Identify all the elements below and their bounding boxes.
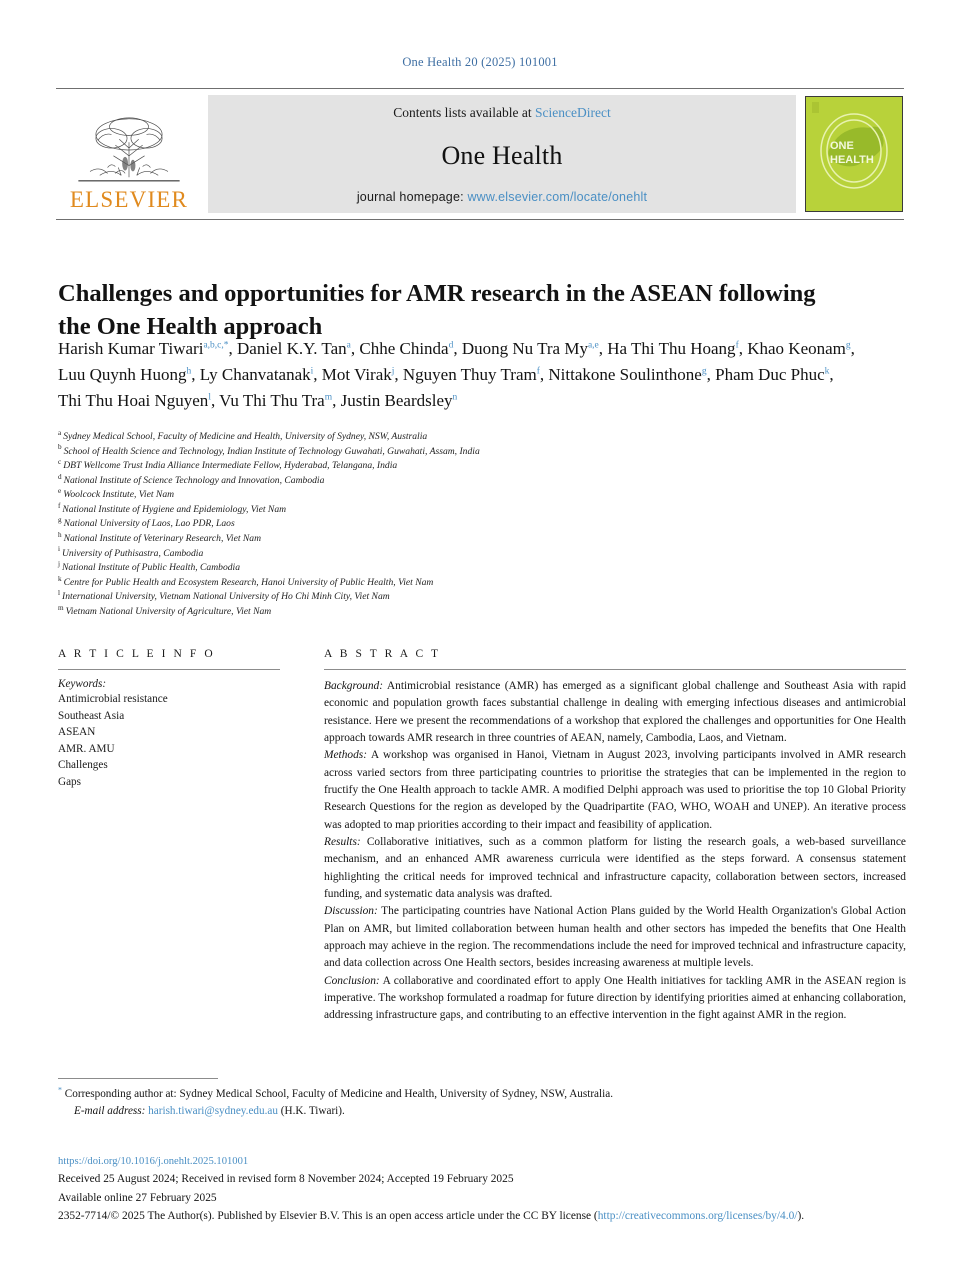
cc-license-link[interactable]: http://creativecommons.org/licenses/by/4.0/	[597, 1210, 798, 1223]
available-online-line: Available online 27 February 2025	[58, 1191, 217, 1204]
abstract-section	[324, 747, 906, 834]
email-label: E-mail address:	[74, 1105, 146, 1118]
affiliation-marker: f	[58, 501, 61, 510]
svg-text:ONE: ONE	[830, 140, 854, 152]
affiliation-text: National University of Laos, Lao PDR, Laos	[63, 518, 235, 530]
article-info-heading: A R T I C L E I N F O	[58, 648, 216, 660]
author-name: Mot Virak	[321, 364, 392, 384]
affiliation-row	[58, 561, 698, 576]
abstract-heading: A B S T R A C T	[324, 648, 441, 660]
keyword-item: Southeast Asia	[58, 709, 125, 722]
author-affiliation-marker: g	[845, 340, 851, 351]
author-affiliation-marker: f	[536, 366, 540, 377]
author-name: Nguyen Thuy Tram	[402, 364, 537, 384]
email-link[interactable]: harish.tiwari@sydney.edu.au	[148, 1105, 278, 1118]
author-entry	[322, 365, 395, 384]
author-entry	[359, 339, 453, 358]
affiliation-list	[58, 430, 698, 620]
affiliation-text: International University, Vietnam National University of Ho Chi Minh City, Viet Nam	[62, 591, 390, 603]
abstract-column	[324, 648, 906, 1025]
affiliation-marker: j	[58, 560, 60, 569]
affiliation-marker: c	[58, 457, 62, 466]
elsevier-tree-icon	[70, 113, 188, 187]
abstract-section	[324, 973, 906, 1025]
abstract-section-text: The participating countries have National Action Plans guided by the World Health Organization's Global Action Plan on AMR, but limited collaboration between human health and other sectors has impeded the benefits that One Health approach may achieve in the region. The recommendations include the need for improved technical and infrastructure capacity, and data collection across One Health sectors, besides increasing awareness at multiple levels.	[324, 905, 906, 970]
affiliation-text: Centre for Public Health and Ecosystem Research, Hanoi University of Public Health, Viet Nam	[63, 576, 434, 588]
journal-cover-block	[804, 95, 904, 213]
doi-link[interactable]: https://doi.org/10.1016/j.onehlt.2025.101001	[58, 1156, 249, 1167]
author-affiliation-marker: n	[452, 392, 458, 402]
author-name: Chhe Chinda	[359, 339, 449, 358]
author-name: Pham Duc Phuc	[715, 364, 825, 384]
affiliation-marker: i	[58, 545, 60, 554]
email-suffix: (H.K. Tiwari).	[277, 1105, 345, 1118]
author-entry	[58, 391, 211, 410]
abstract-section-label: Conclusion:	[324, 974, 380, 987]
affiliation-row	[58, 605, 698, 620]
affiliation-row	[58, 532, 698, 547]
author-affiliation-marker: f	[735, 340, 739, 351]
journal-homepage-link[interactable]: www.elsevier.com/locate/onehlt	[467, 190, 648, 204]
page-title: Challenges and opportunities for AMR research in the ASEAN following the One Health approach	[58, 280, 816, 340]
abstract-section-label: Methods:	[324, 749, 368, 762]
affiliation-row	[58, 430, 698, 445]
received-line: Received 25 August 2024; Received in revised form 8 November 2024; Accepted 19 February 2025	[58, 1173, 514, 1186]
affiliation-text: National Institute of Science Technology and Innovation, Cambodia	[63, 474, 325, 486]
affiliation-row	[58, 590, 698, 605]
abstract-section-text: A collaborative and coordinated effort to apply One Health initiatives for tackling AMR in the ASEAN region is imperative. The workshop formulated a roadmap for future direction by identifying priorities aimed at enhancing collaboration, addressing infrastructure gaps, and contributing to an effective intervention in the fight against AMR in the region.	[324, 974, 906, 1022]
affiliation-row	[58, 503, 698, 518]
contents-available-line	[393, 105, 610, 121]
corresponding-author-note	[58, 1086, 918, 1121]
author-entry	[237, 339, 351, 358]
affiliation-text: Woolcock Institute, Viet Nam	[63, 489, 175, 501]
author-name: Ly Chanvatanak	[199, 364, 311, 384]
sciencedirect-link[interactable]: ScienceDirect	[535, 105, 611, 120]
publication-footer	[58, 1152, 918, 1226]
author-name: Harish Kumar Tiwari	[58, 339, 204, 358]
keywords-label: Keywords:	[58, 678, 107, 690]
doi-line	[58, 1152, 918, 1170]
copyright-post: ).	[797, 1210, 805, 1223]
affiliation-marker: k	[58, 574, 62, 583]
email-line	[58, 1103, 918, 1120]
author-name: Luu Quynh Huong	[58, 364, 187, 384]
abstract-section-text: Antimicrobial resistance (AMR) has emerged as a significant global challenge and Southeast Asia with rapid economic and population growth faces substantial challenge in dealing with emerging infectious diseases and antimicrobial resistance. Here we present the recommendations of a workshop that explored the challenges and opportunities for One Health approach towards AMR research in three countries of AEAN, namely, Cambodia, Laos, and Vietnam.	[324, 680, 906, 744]
affiliation-row	[58, 488, 698, 503]
abstract-section-text: A workshop was organised in Hanoi, Vietnam in August 2023, involving participants involved in AMR research across varied sectors from three participating countries to prioritise the strategies that can be implemented in the region to fructify the One Health approach to tackle AMR. A modified Delphi approach was used to prioritise the top 10 Global Priority Research Questions for the region as developed by the Quadripartite (FAO, WHO, WOAH and UNEP). An iterative process was adopted to map priorities according to their impact and feasibility of application.	[324, 749, 906, 831]
affiliation-text: National Institute of Hygiene and Epidemiology, Viet Nam	[62, 503, 287, 515]
copyright-pre: 2352-7714/© 2025 The Author(s). Published by Elsevier B.V. This is an open access article under the CC BY license (	[58, 1210, 598, 1223]
affiliation-marker: h	[58, 530, 62, 539]
abstract-section	[324, 903, 906, 972]
affiliation-marker: e	[58, 487, 62, 496]
author-entry	[341, 391, 458, 410]
author-name: Nittakone Soulinthone	[548, 364, 702, 384]
affiliation-row	[58, 459, 698, 474]
svg-text:HEALTH: HEALTH	[830, 154, 874, 166]
journal-title: One Health	[441, 140, 563, 170]
abstract-section-label: Background:	[324, 680, 384, 692]
keyword-item: Gaps	[58, 775, 81, 788]
affiliation-marker: b	[58, 443, 62, 452]
footnote-separator	[58, 1078, 218, 1079]
affiliation-row	[58, 445, 698, 460]
article-info-column	[58, 648, 280, 1025]
journal-masthead	[56, 88, 904, 220]
author-entry	[607, 339, 738, 358]
author-affiliation-marker: l	[208, 392, 211, 402]
abstract-section-label: Discussion:	[324, 905, 378, 918]
author-entry	[715, 365, 829, 384]
affiliation-text: National Institute of Veterinary Research, Viet Nam	[63, 533, 262, 545]
abstract-rule	[324, 669, 906, 670]
affiliation-text: University of Puthisastra, Cambodia	[62, 547, 204, 559]
author-affiliation-marker: h	[186, 366, 192, 377]
author-entry	[200, 365, 314, 384]
author-entry	[747, 339, 850, 358]
author-affiliation-marker: m	[324, 392, 333, 402]
author-entry	[58, 339, 229, 358]
affiliation-text: Vietnam National University of Agriculture, Viet Nam	[65, 605, 272, 617]
author-entry	[462, 339, 599, 358]
affiliation-row	[58, 547, 698, 562]
author-name: Thi Thu Hoai Nguyen	[58, 390, 209, 410]
affiliation-marker: a	[58, 428, 62, 437]
author-name: Khao Keonam	[747, 339, 846, 358]
author-affiliation-marker: k	[824, 366, 830, 377]
keyword-item: ASEAN	[58, 726, 96, 739]
copyright-line	[58, 1207, 918, 1225]
journal-homepage-line	[357, 190, 647, 204]
author-entry	[548, 365, 706, 384]
affiliation-marker: m	[58, 603, 64, 612]
affiliation-marker: d	[58, 472, 62, 481]
asterisk-marker: *	[58, 1085, 62, 1095]
author-affiliation-marker: a	[346, 340, 351, 351]
author-name: Duong Nu Tra My	[461, 339, 588, 358]
keyword-item: Challenges	[58, 759, 108, 772]
running-head: One Health 20 (2025) 101001	[402, 55, 558, 69]
keywords-list	[58, 691, 280, 790]
abstract-section	[324, 834, 906, 903]
column-gap	[280, 648, 324, 1025]
affiliation-marker: g	[58, 516, 62, 525]
affiliation-marker: l	[58, 589, 60, 598]
affiliation-text: National Institute of Public Health, Cambodia	[62, 562, 241, 574]
author-affiliation-marker: d	[448, 340, 454, 351]
author-entry	[219, 391, 332, 410]
corresponding-author-text: Corresponding author at: Sydney Medical School, Faculty of Medicine and Health, University of Sydney, NSW, Australia.	[62, 1088, 613, 1100]
article-info-rule	[58, 669, 280, 670]
author-name: Ha Thi Thu Hoang	[607, 339, 736, 358]
journal-cover-image	[805, 96, 903, 212]
keyword-item: AMR. AMU	[58, 742, 115, 755]
author-list: Harish Kumar Tiwari$^{a,b,c,*}$, Daniel K.Y. Tan$^a$, Chhe Chinda$^d$, Duong Nu Tra My$^{a,e}$, Ha Thi Thu Hoang$^f$, Khao Keonam$^g$, Luu Quynh Huong$^h$, Ly Chanvatanak$^i$, Mot Virak$^j$, Nguyen Thuy Tram$^f$, Nittakone Soulinthone$^g$, Pham Duc Phuc$^k$, Thi Thu Hoai Nguyen$^l$, Vu Thi Thu Tra$^m$, Justin Beardsley$^n$	[58, 339, 855, 410]
author-affiliation-marker: i	[310, 366, 314, 377]
author-affiliation-marker: a,e	[587, 340, 599, 351]
abstract-body	[324, 678, 906, 1025]
corresponding-author-line	[58, 1086, 918, 1103]
author-entry	[403, 365, 540, 384]
author-name: Justin Beardsley	[340, 390, 453, 410]
affiliation-text: Sydney Medical School, Faculty of Medicine and Health, University of Sydney, NSW, Australia	[63, 431, 428, 442]
author-affiliation-marker: a,b,c,*	[203, 340, 229, 351]
affiliation-row	[58, 517, 698, 532]
elsevier-wordmark: ELSEVIER	[69, 187, 189, 212]
info-abstract-columns	[58, 648, 906, 1025]
masthead-centre-band	[208, 95, 796, 213]
affiliation-text: DBT Wellcome Trust India Alliance Intermediate Fellow, Hyderabad, Telangana, India	[63, 460, 398, 472]
abstract-section	[324, 678, 906, 747]
affiliation-row	[58, 576, 698, 591]
author-affiliation-marker: g	[701, 366, 707, 377]
abstract-section-label: Results:	[324, 835, 361, 848]
affiliation-row	[58, 474, 698, 489]
author-affiliation-marker: j	[391, 366, 395, 377]
keyword-item: Antimicrobial resistance	[58, 693, 168, 705]
author-entry	[58, 365, 191, 384]
abstract-section-text: Collaborative initiatives, such as a common platform for listing the research goals, a web-based surveillance mechanism, and an enhanced AMR awareness curricula were identified as the steps forward. A consensus statement highlighting the critical needs for improved technical and infrastructure capacity, collaboration between sectors, increased funding, and systematic data analysis was drafted.	[324, 835, 906, 900]
contents-prefix: Contents lists available at	[393, 105, 535, 120]
homepage-prefix: journal homepage:	[356, 190, 468, 204]
author-name: Vu Thi Thu Tra	[219, 390, 325, 410]
elsevier-logo	[56, 95, 202, 213]
affiliation-text: School of Health Science and Technology, Indian Institute of Technology Guwahati, Guwahati, Assam, India	[63, 445, 480, 457]
author-name: Daniel K.Y. Tan	[237, 339, 347, 358]
